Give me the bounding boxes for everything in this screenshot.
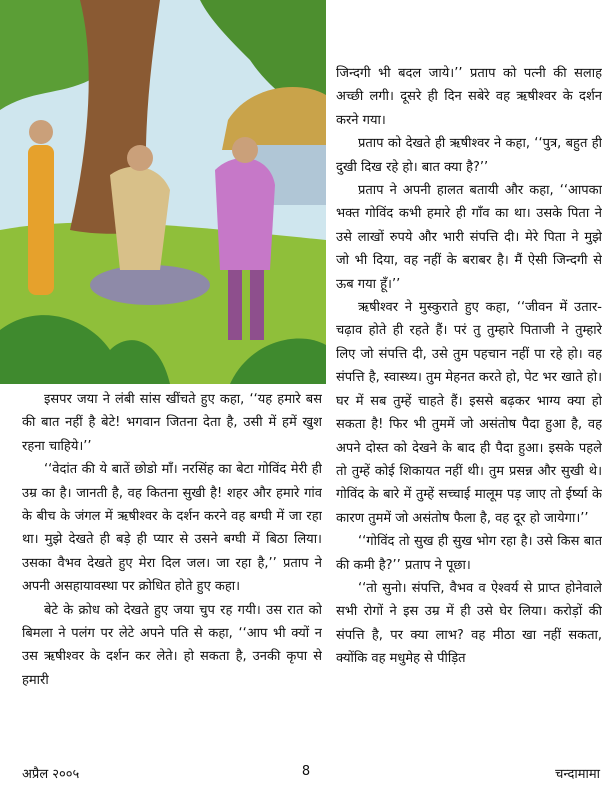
right-text-column (336, 62, 602, 760)
story-illustration (0, 0, 326, 384)
paragraph: ‘‘वेदांत की ये बातें छोडो माँ। नरसिंह का बेटा गोविंद मेरी ही उम्र का है। जानती है, वह कितना सुखी है! शहर और हमारे गांव के बीच के जंगल में ऋषीश्वर के दर्शन करने वह बग्घी में जा रहा था। मुझे देखते ही बड़े ही प्यार से उसने बग्घी में बिठा लिया। उसका वैभव देखते हुए मेरा दिल जल। जा रहा है,’’ प्रताप ने अपनी असहायावस्था पर क्रोधित होते हुए कहा। (22, 462, 322, 595)
paragraph: ऋषीश्वर ने मुस्कुराते हुए कहा, ‘‘जीवन में उतार-चढ़ाव होते ही रहते हैं। परं तु तुम्हारे पिताजी ने तुम्हारे लिए जो संपत्ति दी, उसे तुम पहचान नहीं पा रहे हो। वह संपत्ति है, स्वास्थ्य। तुम मेहनत करते हो, पेट भर खाते हो। घर में सब तुम्हें चाहते हैं। इससे बढ़कर भाग्य क्या हो सकता है! फिर भी तुममें जो असंतोष पैदा हुआ है, वह अपने दोस्त को देखने के बाद ही पैदा हुआ। इसके पहले तो तुम्हें कोई शिकायत नहीं थी। तुम प्रसन्न और सुखी थे। गोविंद के बारे में तुम्हें सच्चाई मालूम पड़ जाए तो ईर्ष्या के कारण तुममें जो असंतोष फैला है, वह दूर हो जायेगा।’’ (336, 300, 602, 526)
paragraph: प्रताप ने अपनी हालत बतायी और कहा, ‘‘आपका भक्त गोविंद कभी हमारे ही गाँव का था। उसके पिता ने उसे लाखों रुपये और भारी संपत्ति दी। मेरे पिता ने मुझे जो भी दिया, वह नहीं के बराबर है। मैं ऐसी जिन्दगी से ऊब गया हूँ।’’ (336, 183, 602, 292)
paragraph: इसपर जया ने लंबी सांस खींचते हुए कहा, ‘‘यह हमारे बस की बात नहीं है बेटे! भगवान जितना देता है, उसी में हमें खुश रहना चाहिये।’’ (22, 392, 322, 454)
paragraph: प्रताप को देखते ही ऋषीश्वर ने कहा, ‘‘पुत्र, बहुत ही दुखी दिख रहे हो। बात क्या है?’’ (336, 136, 602, 175)
left-text-column (22, 388, 322, 760)
paragraph: ‘‘गोविंद तो सुख ही सुख भोग रहा है। उसे किस बात की कमी है?’’ प्रताप ने पूछा। (336, 534, 602, 573)
paragraph: बेटे के क्रोध को देखते हुए जया चुप रह गयी। उस रात को बिमला ने पलंग पर लेटे अपने पति से कहा, ‘‘आप भी क्यों न उस ऋषीश्वर के दर्शन कर लेते। हो सकता है, उनकी कृपा से हमारी (22, 602, 322, 688)
paragraph: जिन्दगी भी बदल जाये।’’ प्रताप को पत्नी की सलाह अच्छी लगी। दूसरे ही दिन सबेरे वह ऋषीश्वर के दर्शन करने गया। (336, 66, 602, 128)
paragraph: ‘‘तो सुनो। संपत्ति, वैभव व ऐश्वर्य से प्राप्त होनेवाले सभी रोगों ने इस उम्र में ही उसे घेर लिया। करोड़ों की संपत्ति है, पर क्या लाभ? वह मीठा खा नहीं सकता, क्योंकि वह मधुमेह से पीड़ित (336, 580, 602, 667)
magazine-name: चन्दामामा (555, 767, 600, 782)
page-number: 8 (301, 764, 311, 779)
page-footer (0, 764, 612, 786)
footer-date: अप्रैल २००५ (22, 767, 80, 782)
